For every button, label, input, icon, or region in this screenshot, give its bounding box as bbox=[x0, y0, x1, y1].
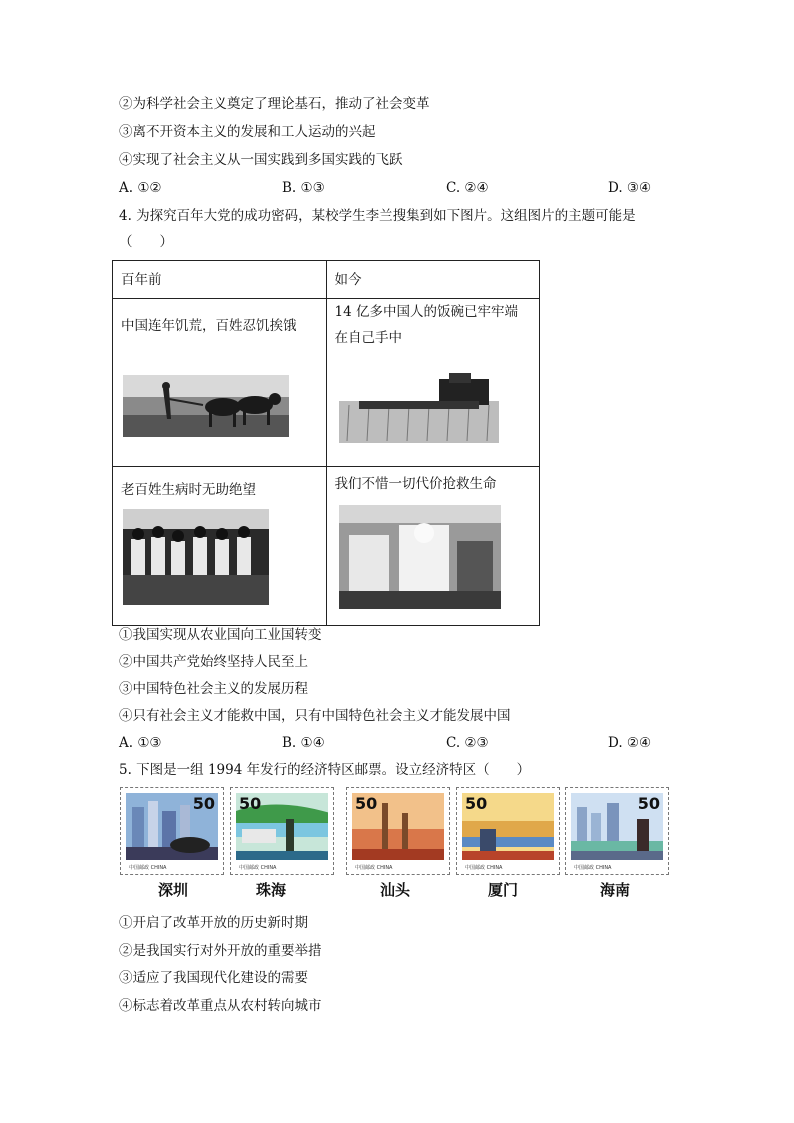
q4-comparison-table bbox=[112, 260, 540, 626]
q4-option-a: A. ①③ bbox=[119, 735, 162, 751]
stamp-value: 50 bbox=[239, 794, 262, 813]
food-security-caption-line1: 14 亿多中国人的饭碗已牢牢端 bbox=[334, 304, 518, 320]
q3-option-b: B. ①③ bbox=[282, 180, 325, 196]
stamp-brand: 中国邮政 CHINA bbox=[465, 865, 503, 871]
city-label-xiamen: 厦门 bbox=[488, 881, 519, 899]
crowd-photo bbox=[123, 509, 269, 605]
stamp-xiamen bbox=[456, 787, 560, 875]
q3-option-a: A. ①② bbox=[119, 180, 162, 196]
stamp-zhuhai bbox=[230, 787, 334, 875]
q3-item-4: ④实现了社会主义从一国实践到多国实践的飞跃 bbox=[119, 152, 403, 168]
q5-stem: 5. 下图是一组 1994 年发行的经济特区邮票。设立经济特区（ ） bbox=[119, 762, 531, 778]
q5-item-3: ③适应了我国现代化建设的需要 bbox=[119, 970, 308, 986]
q5-item-1: ①开启了改革开放的历史新时期 bbox=[119, 915, 308, 931]
city-label-shantou: 汕头 bbox=[380, 881, 411, 899]
stamp-shantou bbox=[346, 787, 450, 875]
city-label-hainan: 海南 bbox=[600, 881, 631, 899]
q4-option-c: C. ②③ bbox=[446, 735, 489, 751]
q4-item-2: ②中国共产党始终坚持人民至上 bbox=[119, 654, 308, 670]
city-label-zhuhai: 珠海 bbox=[256, 881, 287, 899]
table-header-now: 如今 bbox=[334, 272, 362, 288]
combine-harvester-photo bbox=[339, 371, 499, 443]
stamp-hainan bbox=[565, 787, 669, 875]
stamp-brand: 中国邮政 CHINA bbox=[129, 865, 167, 871]
stamp-value: 50 bbox=[192, 794, 215, 813]
q5-item-4: ④标志着改革重点从农村转向城市 bbox=[119, 998, 322, 1014]
stamp-brand: 中国邮政 CHINA bbox=[239, 865, 277, 871]
table-header-before: 百年前 bbox=[121, 272, 162, 288]
ox-plowing-photo bbox=[123, 375, 289, 437]
q3-option-c: C. ②④ bbox=[446, 180, 489, 196]
q4-stem-bracket: （ ） bbox=[119, 234, 173, 250]
q3-item-3: ③离不开资本主义的发展和工人运动的兴起 bbox=[119, 124, 376, 140]
stamp-brand: 中国邮政 CHINA bbox=[574, 865, 612, 871]
stamp-value: 50 bbox=[355, 794, 378, 813]
q4-option-d: D. ②④ bbox=[608, 735, 652, 751]
stamp-value: 50 bbox=[465, 794, 488, 813]
q5-item-2: ②是我国实行对外开放的重要举措 bbox=[119, 943, 322, 959]
q4-stem: 4. 为探究百年大党的成功密码，某校学生李兰搜集到如下图片。这组图片的主题可能是 bbox=[119, 208, 636, 224]
q4-item-1: ①我国实现从农业国向工业国转变 bbox=[119, 627, 322, 643]
q4-item-3: ③中国特色社会主义的发展历程 bbox=[119, 681, 308, 697]
q4-item-4: ④只有社会主义才能救中国，只有中国特色社会主义才能发展中国 bbox=[119, 708, 511, 724]
rescue-caption: 我们不惜一切代价抢救生命 bbox=[334, 476, 497, 492]
stamp-brand: 中国邮政 CHINA bbox=[355, 865, 393, 871]
q4-option-b: B. ①④ bbox=[282, 735, 325, 751]
city-label-shenzhen: 深圳 bbox=[158, 881, 189, 899]
sick-caption: 老百姓生病时无助绝望 bbox=[121, 482, 256, 498]
stamp-shenzhen bbox=[120, 787, 224, 875]
q3-item-2: ②为科学社会主义奠定了理论基石，推动了社会变革 bbox=[119, 96, 430, 112]
medical-rescue-photo bbox=[339, 505, 501, 609]
q3-option-d: D. ③④ bbox=[608, 180, 652, 196]
stamp-value: 50 bbox=[637, 794, 660, 813]
food-security-caption-line2: 在自己手中 bbox=[334, 330, 402, 346]
famine-caption: 中国连年饥荒，百姓忍饥挨饿 bbox=[121, 318, 297, 334]
